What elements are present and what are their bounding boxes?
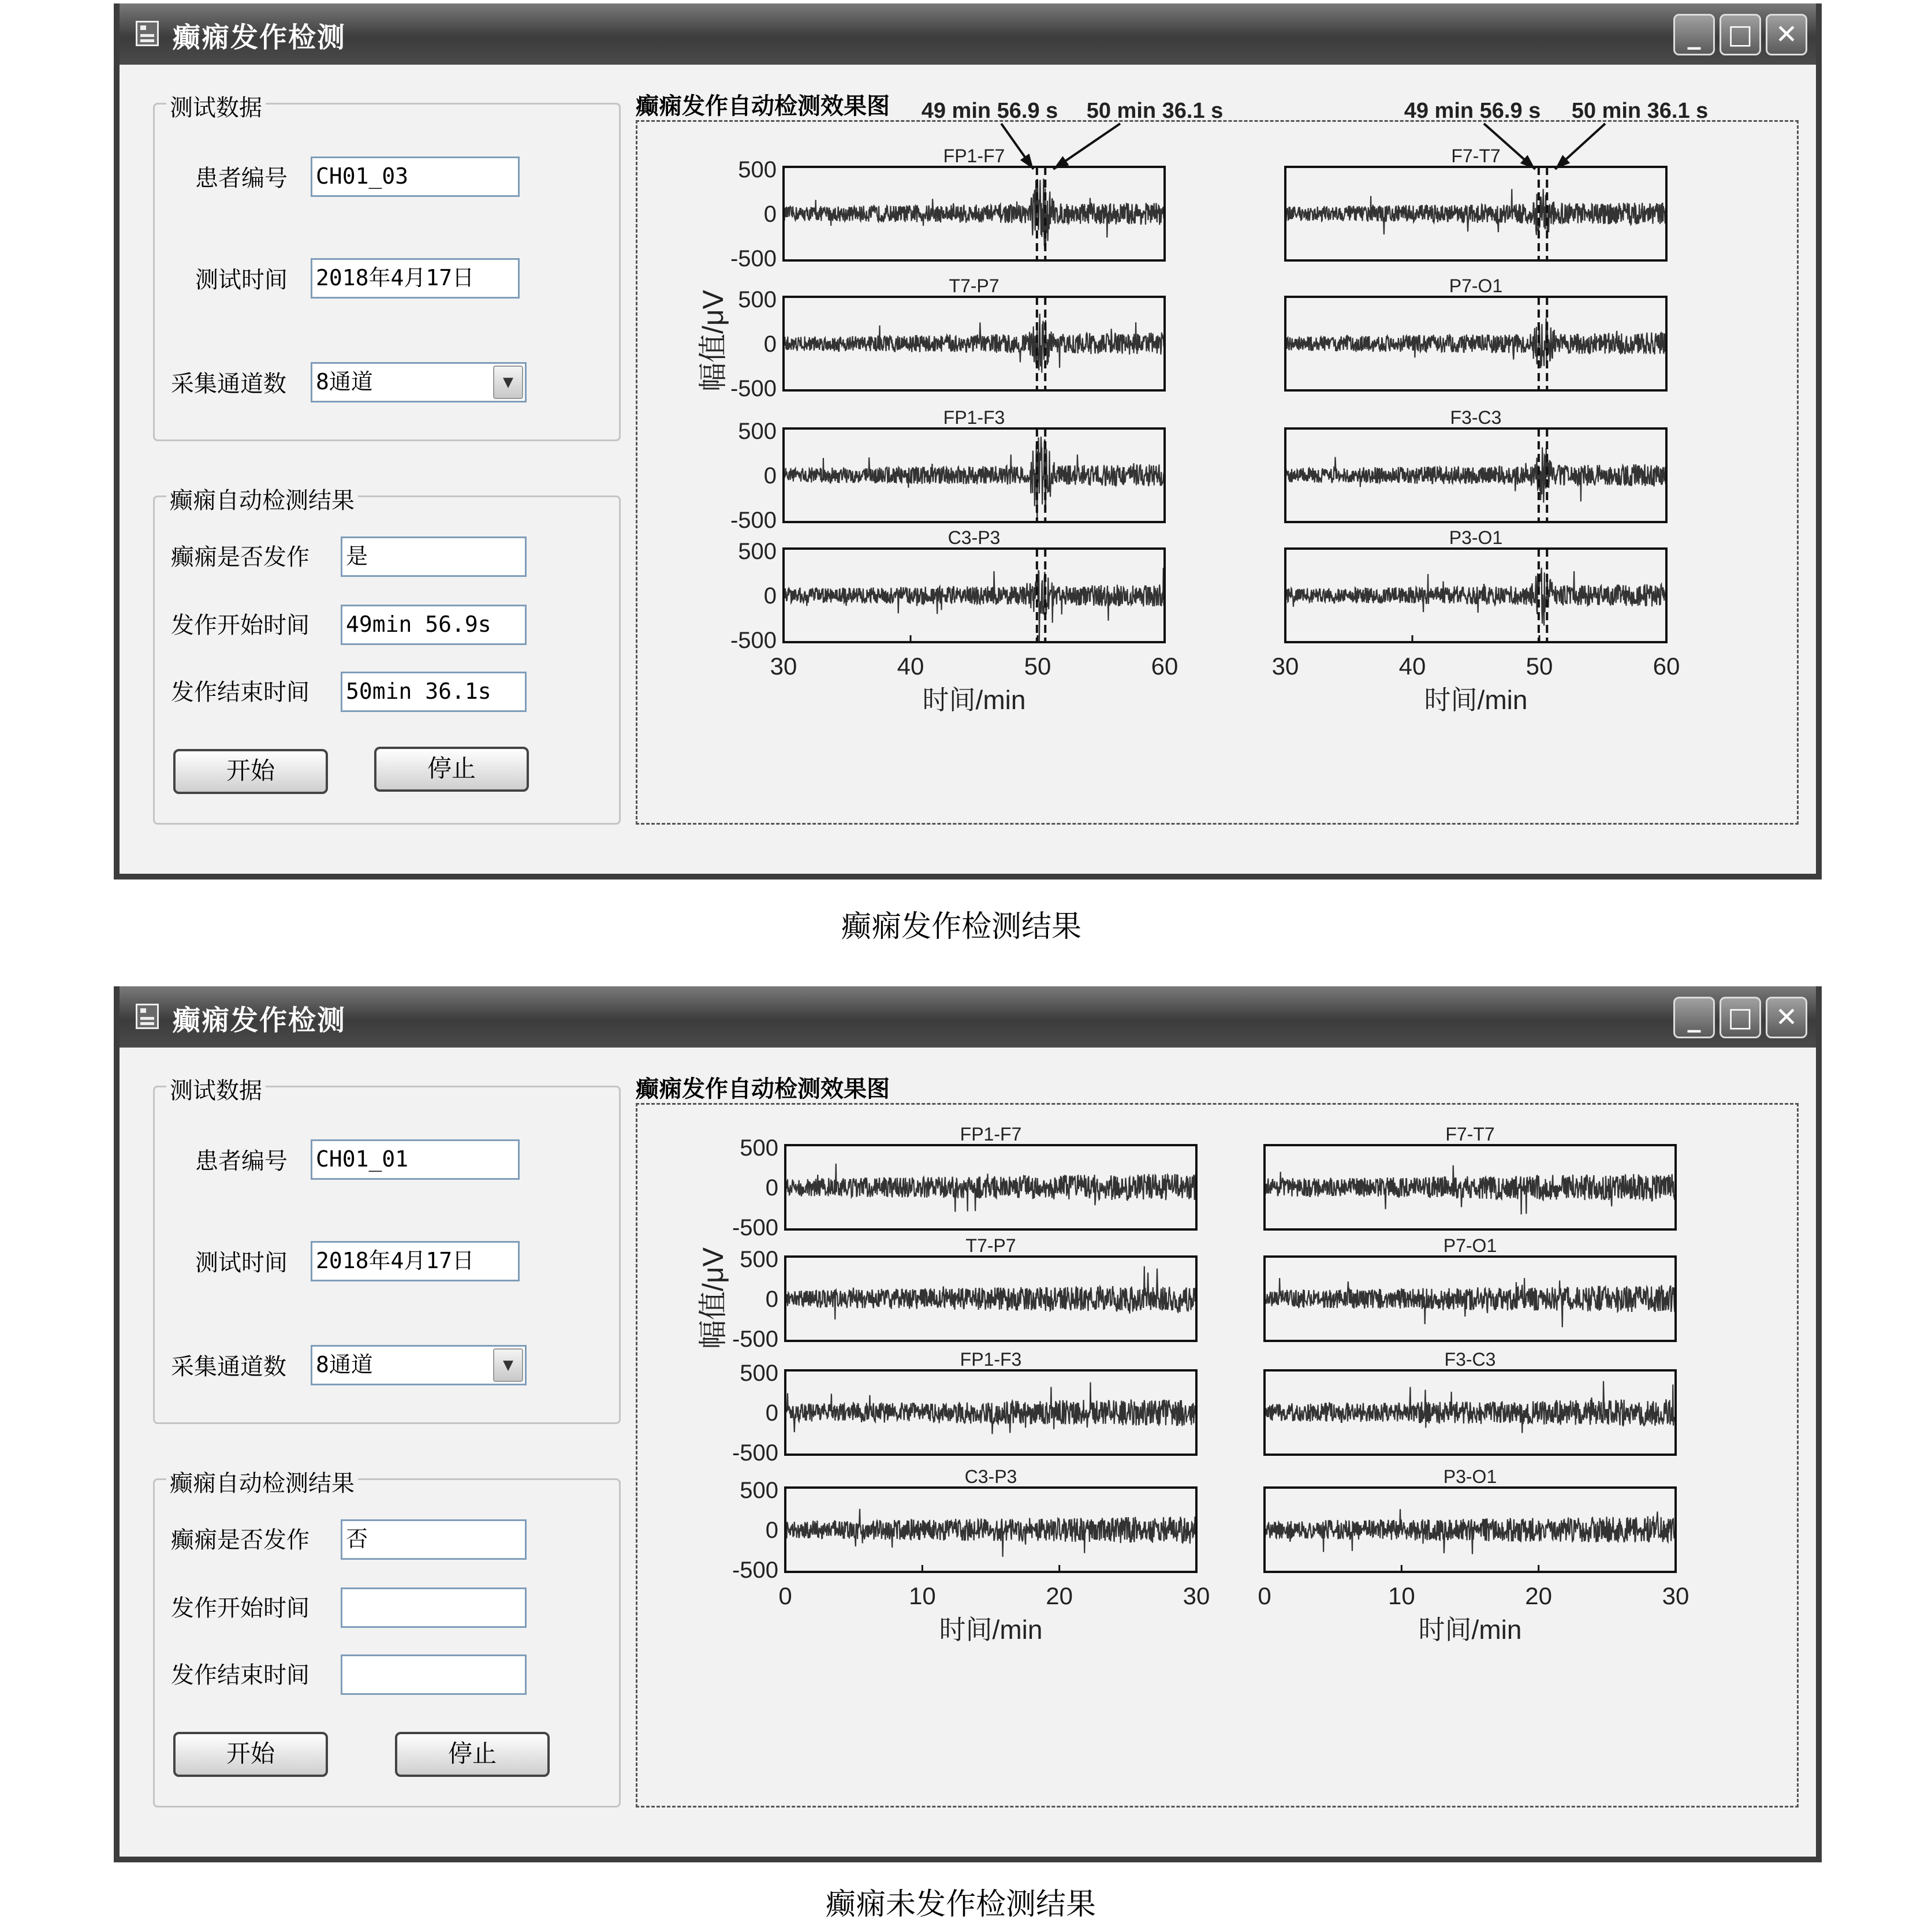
y-tick-label: -500 bbox=[730, 246, 777, 271]
eeg-trace-f3-c3 bbox=[1285, 448, 1666, 503]
y-tick-label: -500 bbox=[732, 1440, 778, 1466]
seizure-occurred-field[interactable]: 否 bbox=[341, 1519, 527, 1560]
y-tick-label: -500 bbox=[732, 1557, 778, 1583]
x-tick-label: 0 bbox=[1258, 1582, 1271, 1609]
x-tick-label: 40 bbox=[1398, 653, 1426, 680]
test-time-input[interactable]: 2018年4月17日 bbox=[311, 1241, 520, 1281]
channel-plot-f7-t7 bbox=[1265, 1124, 1676, 1229]
eeg-chart-no-seizure bbox=[0, 986, 1932, 1887]
close-button[interactable]: ✕ bbox=[1766, 14, 1807, 55]
y-tick-label: 0 bbox=[763, 463, 777, 489]
channel-plot-t7-p7 bbox=[732, 1235, 1196, 1352]
channel-title: C3-P3 bbox=[964, 1466, 1017, 1487]
channel-title: P3-O1 bbox=[1443, 1466, 1497, 1487]
y-tick-label: -500 bbox=[732, 1215, 778, 1240]
offset-time-label: 发作结束时间 bbox=[171, 679, 309, 706]
channel-title: FP1-F3 bbox=[960, 1349, 1022, 1370]
x-axis-label: 时间/min bbox=[1424, 685, 1528, 715]
eeg-trace-f3-c3 bbox=[1265, 1381, 1676, 1433]
channel-plot-fp1-f3 bbox=[732, 1349, 1196, 1466]
window-title: 癫痫发作检测 bbox=[173, 21, 346, 54]
channel-title: P7-O1 bbox=[1443, 1235, 1497, 1256]
channel-title: F7-T7 bbox=[1451, 146, 1501, 166]
x-tick-label: 10 bbox=[908, 1582, 936, 1609]
eeg-trace-p7-o1 bbox=[1265, 1278, 1676, 1327]
test-data-group-label: 测试数据 bbox=[166, 90, 266, 122]
y-tick-label: 500 bbox=[740, 1135, 778, 1161]
channel-title: FP1-F7 bbox=[943, 146, 1005, 166]
channel-count-label: 采集通道数 bbox=[171, 1354, 286, 1380]
onset-time-label: 发作开始时间 bbox=[171, 1595, 309, 1622]
channel-title: FP1-F3 bbox=[943, 407, 1005, 428]
channel-title: F3-C3 bbox=[1444, 1349, 1496, 1370]
y-tick-label: 0 bbox=[765, 1175, 778, 1201]
channel-plot-f7-t7 bbox=[1285, 146, 1666, 260]
minimize-button[interactable]: _ bbox=[1673, 997, 1715, 1038]
plot-panel-label: 癫痫发作自动检测效果图 bbox=[636, 93, 890, 120]
channel-title: FP1-F7 bbox=[960, 1124, 1022, 1145]
start-button[interactable]: 开始 bbox=[173, 1732, 328, 1777]
patient-id-input[interactable]: CH01_03 bbox=[311, 156, 520, 197]
eeg-trace-fp1-f7 bbox=[785, 1164, 1196, 1212]
eeg-trace-f7-t7 bbox=[1265, 1165, 1676, 1214]
channel-plot-p7-o1 bbox=[1285, 275, 1666, 390]
plot-panel-label: 癫痫发作自动检测效果图 bbox=[636, 1076, 890, 1102]
y-tick-label: 0 bbox=[765, 1518, 778, 1543]
y-tick-label: 500 bbox=[738, 157, 777, 182]
eeg-trace-fp1-f7 bbox=[784, 178, 1165, 248]
y-tick-label: 500 bbox=[740, 1247, 778, 1272]
x-tick-label: 60 bbox=[1653, 653, 1680, 680]
x-axis-label: 时间/min bbox=[939, 1615, 1043, 1645]
y-tick-label: 0 bbox=[765, 1287, 778, 1312]
x-tick-label: 10 bbox=[1388, 1582, 1415, 1609]
seizure-annotation-start: 49 min 56.9 s bbox=[1404, 99, 1541, 123]
close-button[interactable]: ✕ bbox=[1766, 997, 1807, 1038]
y-tick-label: -500 bbox=[730, 508, 777, 533]
y-axis-label: 幅值/μV bbox=[697, 1247, 729, 1350]
eeg-trace-f7-t7 bbox=[1285, 189, 1666, 235]
x-tick-label: 50 bbox=[1024, 653, 1051, 680]
onset-time-field[interactable]: 49min 56.9s bbox=[341, 605, 527, 645]
x-tick-label: 20 bbox=[1525, 1582, 1553, 1609]
x-tick-label: 40 bbox=[897, 653, 924, 680]
channel-title: F7-T7 bbox=[1445, 1124, 1495, 1145]
channel-count-value: 8通道 bbox=[316, 369, 373, 394]
channel-title: F3-C3 bbox=[1450, 407, 1502, 428]
x-tick-label: 30 bbox=[1183, 1582, 1210, 1609]
channel-count-value: 8通道 bbox=[316, 1352, 373, 1377]
eeg-trace-p7-o1 bbox=[1285, 318, 1666, 368]
channel-title: P3-O1 bbox=[1449, 527, 1503, 548]
y-tick-label: -500 bbox=[730, 376, 777, 401]
channel-title: C3-P3 bbox=[948, 527, 1001, 548]
caption-seizure: 癫痫发作检测结果 bbox=[841, 910, 1082, 944]
patient-id-input[interactable]: CH01_01 bbox=[311, 1139, 520, 1180]
detection-result-group-label: 癫痫自动检测结果 bbox=[166, 482, 358, 515]
chevron-down-icon[interactable]: ▼ bbox=[493, 1348, 523, 1382]
offset-time-label: 发作结束时间 bbox=[171, 1662, 309, 1689]
test-time-label: 测试时间 bbox=[195, 1250, 288, 1276]
eeg-trace-t7-p7 bbox=[784, 314, 1165, 372]
test-data-group-label: 测试数据 bbox=[166, 1072, 266, 1105]
channel-plot-c3-p3 bbox=[732, 1466, 1210, 1645]
seizure-annotation-start: 49 min 56.9 s bbox=[921, 99, 1058, 123]
test-time-input[interactable]: 2018年4月17日 bbox=[311, 258, 520, 299]
stop-button[interactable]: 停止 bbox=[374, 747, 529, 792]
onset-time-label: 发作开始时间 bbox=[171, 612, 309, 639]
x-axis-label: 时间/min bbox=[1418, 1615, 1522, 1645]
y-tick-label: 0 bbox=[763, 202, 777, 227]
seizure-occurred-label: 癫痫是否发作 bbox=[171, 1527, 309, 1553]
y-tick-label: 0 bbox=[763, 583, 777, 609]
seizure-annotation-end: 50 min 36.1 s bbox=[1086, 99, 1224, 123]
eeg-trace-fp1-f3 bbox=[784, 437, 1165, 521]
patient-id-label: 患者编号 bbox=[195, 165, 288, 192]
eeg-chart-seizure bbox=[0, 0, 1932, 901]
eeg-trace-t7-p7 bbox=[785, 1266, 1196, 1320]
y-tick-label: 500 bbox=[740, 1478, 778, 1503]
channel-count-label: 采集通道数 bbox=[171, 371, 286, 397]
seizure-annotation-end: 50 min 36.1 s bbox=[1571, 99, 1709, 123]
seizure-occurred-field[interactable]: 是 bbox=[341, 536, 527, 577]
y-tick-label: 500 bbox=[738, 287, 777, 312]
channel-plot-p3-o1 bbox=[1258, 1466, 1689, 1645]
stop-button[interactable]: 停止 bbox=[395, 1732, 550, 1777]
x-tick-label: 30 bbox=[1271, 653, 1299, 680]
x-tick-label: 0 bbox=[778, 1582, 792, 1609]
test-time-label: 测试时间 bbox=[195, 267, 288, 293]
maximize-button[interactable]: □ bbox=[1720, 14, 1761, 55]
channel-plot-f3-c3 bbox=[1285, 407, 1666, 522]
channel-plot-fp1-f3 bbox=[730, 407, 1165, 533]
minimize-button[interactable]: _ bbox=[1673, 14, 1715, 55]
detection-result-group-label: 癫痫自动检测结果 bbox=[166, 1465, 358, 1498]
channel-title: P7-O1 bbox=[1449, 275, 1503, 296]
caption-no-seizure: 癫痫未发作检测结果 bbox=[826, 1887, 1096, 1922]
channel-plot-f3-c3 bbox=[1265, 1349, 1676, 1455]
channel-plot-fp1-f7 bbox=[730, 146, 1165, 271]
x-tick-label: 60 bbox=[1151, 653, 1178, 680]
channel-plot-c3-p3 bbox=[730, 527, 1178, 715]
channel-title: T7-P7 bbox=[965, 1235, 1016, 1256]
patient-id-label: 患者编号 bbox=[195, 1148, 288, 1175]
y-tick-label: 500 bbox=[738, 419, 777, 444]
x-tick-label: 30 bbox=[770, 653, 797, 680]
y-tick-label: 0 bbox=[765, 1400, 778, 1426]
seizure-occurred-label: 癫痫是否发作 bbox=[171, 544, 309, 571]
eeg-trace-fp1-f3 bbox=[785, 1382, 1196, 1434]
x-tick-label: 30 bbox=[1662, 1582, 1689, 1609]
start-button[interactable]: 开始 bbox=[173, 749, 328, 794]
eeg-trace-p3-o1 bbox=[1285, 568, 1666, 625]
window-title: 癫痫发作检测 bbox=[173, 1004, 346, 1037]
eeg-trace-c3-p3 bbox=[785, 1509, 1196, 1557]
x-axis-label: 时间/min bbox=[922, 685, 1026, 715]
maximize-button[interactable]: □ bbox=[1720, 997, 1761, 1038]
x-tick-label: 20 bbox=[1046, 1582, 1073, 1609]
eeg-trace-c3-p3 bbox=[784, 568, 1165, 641]
channel-plot-p3-o1 bbox=[1272, 527, 1680, 715]
channel-plot-fp1-f7 bbox=[732, 1124, 1196, 1240]
y-axis-label: 幅值/μV bbox=[697, 289, 729, 392]
x-tick-label: 50 bbox=[1526, 653, 1553, 680]
y-tick-label: 0 bbox=[763, 331, 777, 357]
channel-title: T7-P7 bbox=[949, 275, 999, 296]
offset-time-field[interactable]: 50min 36.1s bbox=[341, 672, 527, 712]
eeg-trace-p3-o1 bbox=[1265, 1509, 1676, 1554]
y-tick-label: 500 bbox=[738, 539, 777, 564]
channel-plot-t7-p7 bbox=[730, 275, 1165, 401]
chevron-down-icon[interactable]: ▼ bbox=[493, 366, 523, 399]
y-tick-label: -500 bbox=[732, 1326, 778, 1352]
channel-plot-p7-o1 bbox=[1265, 1235, 1676, 1341]
y-tick-label: -500 bbox=[730, 628, 777, 653]
y-tick-label: 500 bbox=[740, 1361, 778, 1386]
